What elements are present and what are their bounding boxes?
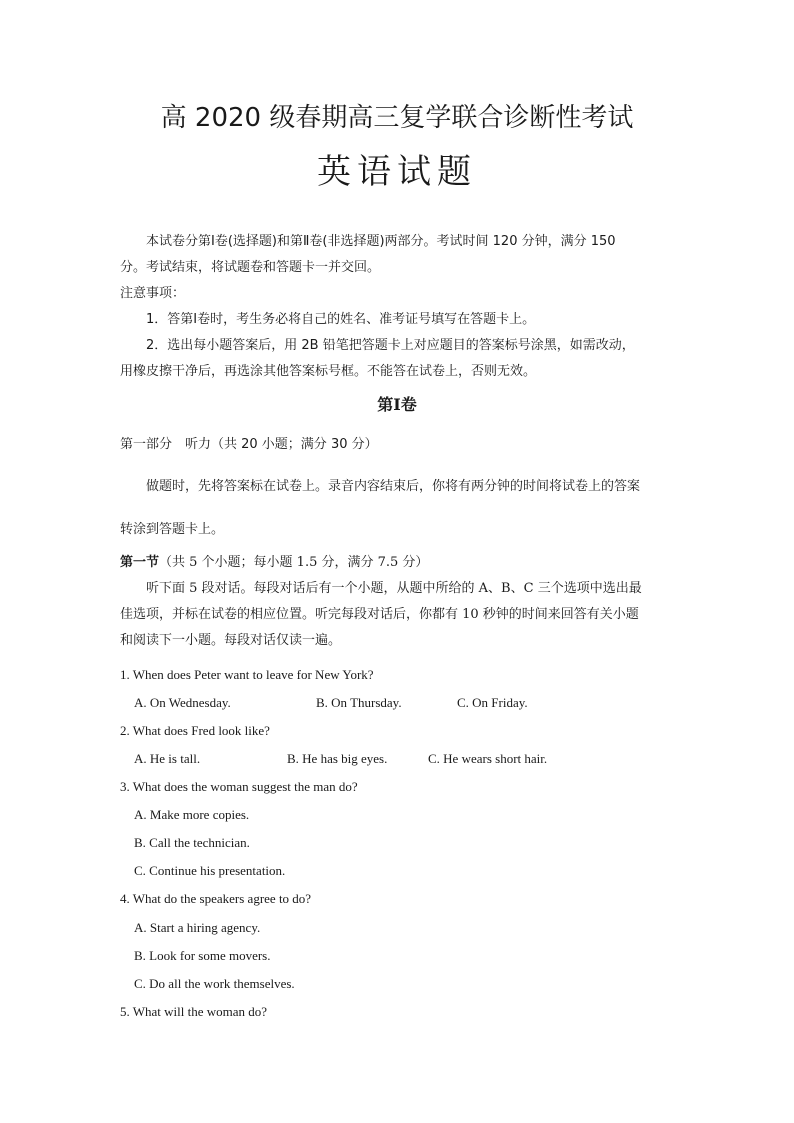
part-heading: 第一部分 听力（共 20 小题；满分 30 分） bbox=[120, 437, 378, 452]
note-item: 2．选出每小题答案后，用 2B 铅笔把答题卡上对应题目的答案标号涂黑，如需改动， bbox=[146, 338, 635, 353]
question-stem: 3. What does the woman suggest the man do? bbox=[120, 779, 358, 794]
section1 bbox=[120, 550, 680, 654]
exam-title: 高 2020 级春期高三复学联合诊断性考试 bbox=[160, 103, 634, 133]
note-item: 1．答第Ⅰ卷时，考生务必将自己的姓名、准考证号填写在答题卡上。 bbox=[146, 312, 536, 327]
option-c: C. Continue his presentation. bbox=[134, 863, 286, 878]
section-heading-detail: （共 5 个小题；每小题 1.5 分，满分 7.5 分） bbox=[159, 555, 429, 570]
option-a: A. Start a hiring agency. bbox=[134, 920, 261, 935]
instruction-line: 转涂到答题卡上。 bbox=[120, 522, 225, 537]
option-c: C. Do all the work themselves. bbox=[134, 976, 295, 991]
option-c: C. He wears short hair. bbox=[428, 751, 548, 766]
question-stem: 2. What does Fred look like? bbox=[120, 723, 270, 738]
section-instruction: 和阅读下一小题。每段对话仅读一遍。 bbox=[120, 633, 342, 648]
option-b: B. On Thursday. bbox=[316, 695, 402, 710]
part1-instructions-cont bbox=[120, 517, 680, 543]
section-instruction: 佳选项，并标在试卷的相应位置。听完每段对话后，你都有 10 秒钟的时间来回答有关小题 bbox=[120, 607, 639, 622]
section-heading-label: 第一节 bbox=[120, 555, 160, 570]
volume-title: 第Ⅰ卷 bbox=[377, 395, 417, 414]
section-heading bbox=[120, 550, 680, 576]
question-stem: 5. What will the woman do? bbox=[120, 1004, 268, 1019]
question-stem: 1. When does Peter want to leave for New York? bbox=[120, 667, 374, 682]
section-instruction: 听下面 5 段对话。每段对话后有一个小题，从题中所给的 A、B、C 三个选项中选出最 bbox=[146, 581, 642, 596]
note-item: 用橡皮擦干净后，再选涂其他答案标号框。不能答在试卷上，否则无效。 bbox=[120, 364, 537, 379]
intro-line: 分。考试结束，将试题卷和答题卡一并交回。 bbox=[120, 260, 381, 275]
question-stem: 4. What do the speakers agree to do? bbox=[120, 891, 312, 906]
option-b: B. He has big eyes. bbox=[287, 751, 388, 766]
intro-block bbox=[120, 229, 680, 385]
option-a: A. On Wednesday. bbox=[134, 695, 231, 710]
option-c: C. On Friday. bbox=[457, 695, 528, 710]
option-b: B. Look for some movers. bbox=[134, 948, 271, 963]
part1-heading bbox=[120, 432, 680, 458]
intro-line: 本试卷分第Ⅰ卷(选择题)和第Ⅱ卷(非选择题)两部分。考试时间 120 分钟，满分 150 bbox=[146, 234, 616, 249]
notes-title: 注意事项： bbox=[120, 286, 186, 301]
exam-subtitle: 英语试题 bbox=[317, 152, 477, 192]
option-a: A. He is tall. bbox=[134, 751, 201, 766]
option-a: A. Make more copies. bbox=[134, 807, 250, 822]
option-b: B. Call the technician. bbox=[134, 835, 250, 850]
part1-instructions bbox=[120, 474, 680, 500]
instruction-line: 做题时，先将答案标在试卷上。录音内容结束后，你将有两分钟的时间将试卷上的答案 bbox=[146, 479, 641, 494]
